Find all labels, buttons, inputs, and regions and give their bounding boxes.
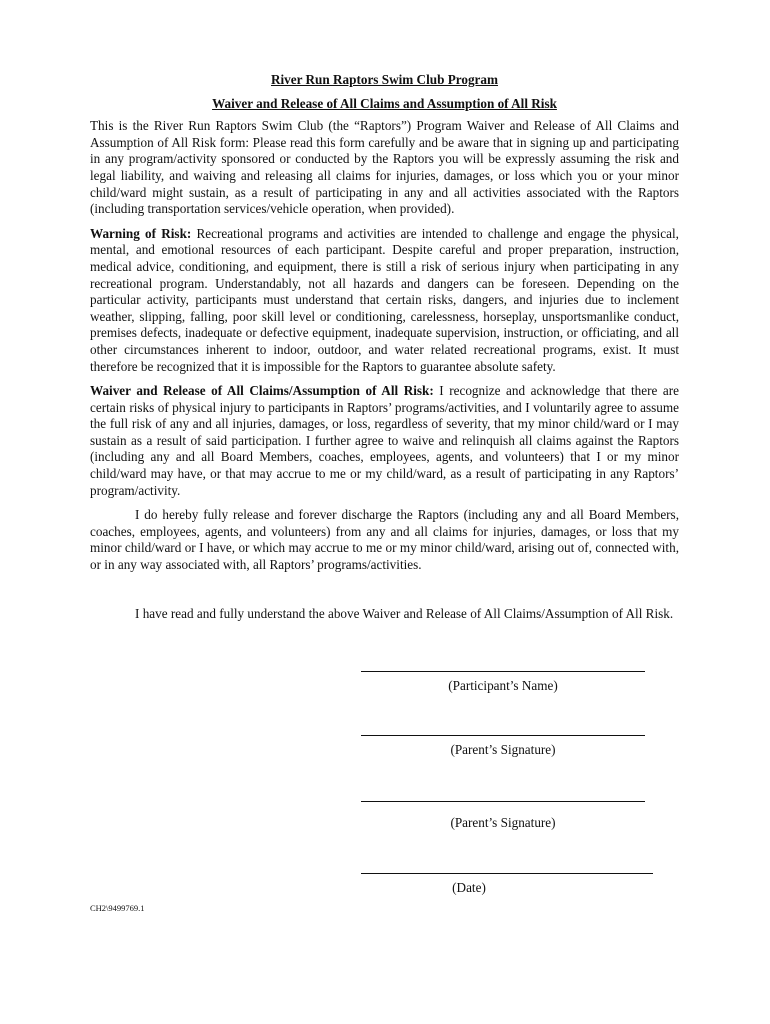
signature-line: [361, 671, 645, 672]
warning-paragraph: [90, 226, 679, 375]
participant-name-field[interactable]: [361, 671, 655, 694]
acknowledgement-paragraph: I have read and fully understand the above Waiver and Release of All Claims/Assumption of All Risk.: [135, 605, 674, 621]
intro-paragraph: This is the River Run Raptors Swim Club (the “Raptors”) Program Waiver and Release of All Claims and Assumption of All Risk form: Please read this form carefully and be aware that in signing up and participating in any program/activity sponsored or conducted by the Raptors you will be expressly assuming the risk and legal liability, and waiving and releasing all claims for injuries, damages, or loss which you or your minor child/ward might sustain, as a result of participating in any and all activities associated with the Raptors (including transportation services/vehicle operation, when provided).: [90, 118, 679, 217]
signature-line: [361, 801, 645, 802]
waiver-lead: Waiver and Release of All Claims/Assumption of All Risk:: [90, 383, 434, 399]
document-title: River Run Raptors Swim Club Program: [270, 72, 498, 87]
date-caption: (Date): [452, 880, 486, 895]
waiver-text: I recognize and acknowledge that there are certain risks of physical injury to participants in Raptors’ programs/activities, and I voluntarily agree to assume the full risk of any and all injuries, damages, or loss, regardless of severity, that my minor child/ward or I may sustain as a result of said participation. I further agree to waive and relinquish all claims against the Raptors (including any and all Board Members, coaches, employees, agents, and volunteers) that I or my minor child/ward may have, or that may accrue to me or my child/ward, as a result of participating in any Raptors’ program/activity.: [90, 383, 679, 498]
parent-signature-field[interactable]: [361, 735, 655, 758]
parent-signature-field-2[interactable]: [361, 801, 655, 831]
parent-signature-caption: (Parent’s Signature): [450, 742, 556, 757]
participant-name-caption: (Participant’s Name): [448, 678, 558, 693]
document-subtitle: Waiver and Release of All Claims and Assumption of All Risk: [212, 95, 557, 111]
release-paragraph: I do hereby fully release and forever discharge the Raptors (including any and all Board Members, coaches, employees, agents, and volunteers) from any and all claims for injuries, damages, or loss that my minor child/ward or I have, or which may accrue to me or my minor child/ward, arising out of, connected with, or in any way associated with, all Raptors’ programs/activities.: [90, 507, 679, 573]
parent-signature-caption-2: (Parent’s Signature): [450, 815, 556, 830]
signature-line: [361, 873, 653, 874]
signature-line: [361, 735, 645, 736]
date-field[interactable]: [361, 873, 655, 896]
document-body: [90, 72, 679, 622]
document-footer-id: CH2\9499769.1: [90, 903, 145, 913]
waiver-paragraph: [90, 383, 679, 499]
warning-text: Recreational programs and activities are intended to challenge and engage the physical, mental, and emotional resources of each participant. Despite careful and proper preparation, instruction, medical advice, conditioning, and equipment, there is still a risk of serious injury when participating in any recreational program. Understandably, not all hazards and dangers can be foreseen. Depending on the particular activity, participants must understand that certain risks, dangers, and injuries due to inclement weather, slipping, falling, poor skill level or conditioning, carelessness, horseplay, unsportsmanlike conduct, premises defects, inadequate or defective equipment, inadequate supervision, instruction, or officiating, and all other circumstances inherent to indoor, outdoor, and water related recreational programs, exist. It must therefore be recognized that it is impossible for the Raptors to guarantee absolute safety.: [90, 225, 679, 374]
warning-lead: Warning of Risk:: [90, 225, 192, 241]
